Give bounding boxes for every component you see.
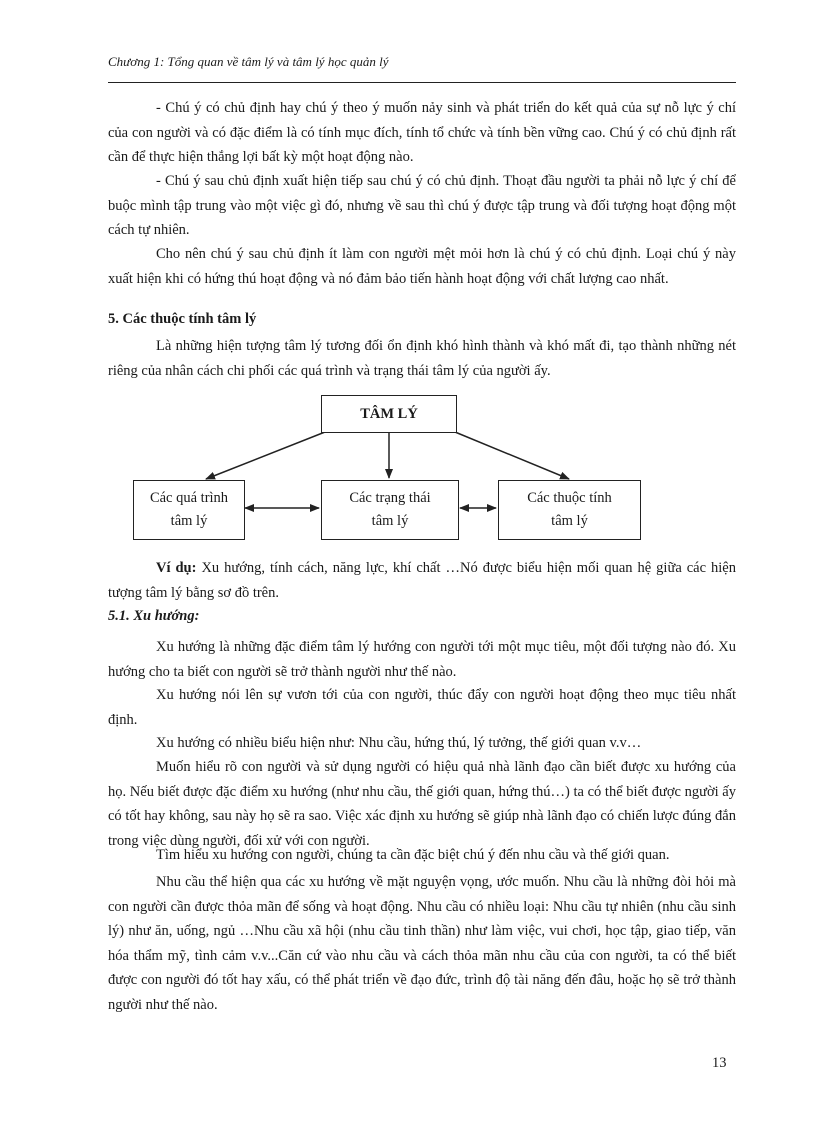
diagram-top-label: TÂM LÝ <box>360 405 418 422</box>
diagram-processes-line1: Các quá trình <box>149 490 229 506</box>
section-5-1-heading: 5.1. Xu hướng: <box>108 608 200 624</box>
example-text: Xu hướng, tính cách, năng lực, khí chất …Nó được biểu hiện mối quan hệ giữa các hiện tượng tâm lý bằng sơ đồ trên. <box>108 560 736 601</box>
arrow-to-properties <box>455 432 569 479</box>
xu-huong-paragraph-6: Nhu cầu thể hiện qua các xu hướng về mặt nguyện vọng, ước muốn. Nhu cầu là những đòi hỏi mà con người cần được thỏa mãn để sống và hoạt động. Nhu cầu có nhiều loại: Nhu cầu tự nhiên (nhu cầu sinh lý) như ăn, uống, ngủ …Nhu cầu xã hội (nhu cầu tinh thần) như làm việc, vui chơi, học tập, giao tiếp, văn hóa thẩm mỹ, tình cảm v.v...Căn cứ vào nhu cầu và cách thỏa mãn nhu cầu của con người, ta có thể biết được con người đó tốt hay xấu, có thể phát triển về đạo đức, trình độ tài năng đến đâu, hoặc họ sẽ trở thành người như thế nào. <box>108 874 736 1013</box>
diagram-box-properties <box>498 480 641 540</box>
running-header: Chương 1: Tổng quan về tâm lý và tâm lý học quản lý <box>108 54 389 69</box>
diagram-properties-line2: tâm lý <box>551 513 588 529</box>
page-number: 13 <box>712 1055 727 1071</box>
xu-huong-paragraph-2: Xu hướng nói lên sự vươn tới của con người, thúc đẩy con người hoạt động theo mục tiêu nhất định. <box>108 687 736 728</box>
paragraph-post-voluntary-attention: - Chú ý sau chủ định xuất hiện tiếp sau chú ý có chủ định. Thoạt đầu người ta phải nỗ lực ý chí để buộc mình tập trung vào một việc gì đó, nhưng về sau thì chú ý được tập trung và đối tượng hoạt động một cách tự nhiên. <box>108 173 736 238</box>
xu-huong-paragraph-4: Muốn hiểu rõ con người và sử dụng người có hiệu quả nhà lãnh đạo cần biết được xu hướng của họ. Nếu biết được đặc điểm xu hướng (như nhu cầu, thế giới quan, hứng thú…) ta có thể biết được người ấy có tốt hay không, sau này họ sẽ ra sao. Việc xác định xu hướng sẽ giúp nhà lãnh đạo có chiến lược đúng đắn trong việc dùng người, đối xử với con người. <box>108 759 736 849</box>
example-paragraph <box>108 556 736 605</box>
xu-huong-paragraph-5: Tìm hiểu xu hướng con người, chúng ta cần đặc biệt chú ý đến nhu cầu và thế giới quan. <box>156 847 670 863</box>
diagram-states-line2: tâm lý <box>371 513 409 529</box>
arrow-to-processes <box>206 432 325 479</box>
diagram-states-line1: Các trạng thái <box>349 490 431 506</box>
diagram-box-tam-ly <box>321 395 457 433</box>
example-label: Ví dụ: <box>156 560 197 576</box>
diagram-box-processes <box>133 480 245 540</box>
paragraph-voluntary-attention: - Chú ý có chủ định hay chú ý theo ý muốn nảy sinh và phát triển do kết quả của sự nỗ lực ý chí của con người và có đặc điểm là có tính mục đích, tính tổ chức và tính bền vững cao. Chú ý có chủ định rất cần để thực hiện thắng lợi bất kỳ một hoạt động nào. <box>108 100 736 165</box>
section-5-heading: 5. Các thuộc tính tâm lý <box>108 311 257 327</box>
diagram-processes-line2: tâm lý <box>170 513 208 529</box>
xu-huong-paragraph-1: Xu hướng là những đặc điểm tâm lý hướng con người tới một mục tiêu, một đối tượng nào đó. Xu hướng cho ta biết con người sẽ trở thành người như thế nào. <box>108 639 736 680</box>
section-5-intro: Là những hiện tượng tâm lý tương đối ổn định khó hình thành và khó mất đi, tạo thành những nét riêng của nhân cách chi phối các quá trình và trạng thái tâm lý của người ấy. <box>108 338 736 379</box>
paragraph-conclusion: Cho nên chú ý sau chủ định ít làm con người mệt mỏi hơn là chú ý có chủ định. Loại chú ý này xuất hiện khi có hứng thú hoạt động và nó đảm bảo tiến hành hoạt động với chất lượng cao nhất. <box>108 246 736 287</box>
xu-huong-paragraph-3: Xu hướng có nhiều biểu hiện như: Nhu cầu, hứng thú, lý tưởng, thế giới quan v.v… <box>156 735 642 751</box>
diagram-box-states <box>321 480 459 540</box>
diagram-properties-line1: Các thuộc tính <box>527 490 612 506</box>
